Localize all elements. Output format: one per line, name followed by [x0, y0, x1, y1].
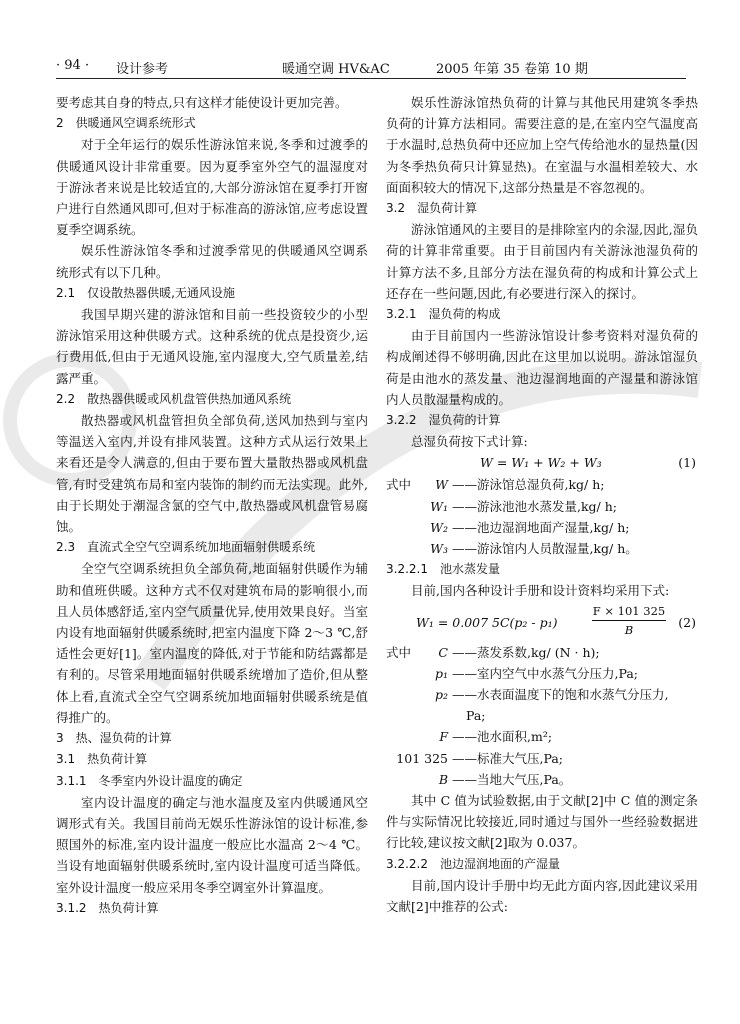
subsubsection-heading: 3.1.2 热负荷计算	[56, 900, 159, 915]
variable-definition	[386, 663, 698, 684]
subsubsection-heading: 3.2.2.2 池边湿润地面的产湿量	[386, 856, 560, 871]
fraction-numerator: F × 101 325	[592, 602, 666, 621]
paragraph: 全空气空调系统担负全部负荷,地面辐射供暖作为辅助和值班供暖。这种方式不仅对建筑布局的影响很小,而且人员体感舒适,室内空气质量优异,使用效果良好。当室内设有地面辐射供暖系统时,把室内温度下降 2～3 ℃,舒适性会更好[1]。室内温度的降低,对于节能和防结露都是有利的。尽管采用地面辐射供暖系统增加了造价,但从整体上看,直流式全空气空调系统加地面辐射供暖系统是值得推广的。	[56, 561, 368, 725]
variable-text: Pa;	[466, 708, 486, 724]
variable-definition	[386, 726, 698, 747]
paragraph: 娱乐性游泳馆热负荷的计算与其他民用建筑冬季热负荷的计算方法相同。需要注意的是,在室内空气温度高于水温时,总热负荷中还应加上空气传给池水的显热量(因为冬季热负荷只计算显热)。在室温与水温相差较大、水面面积较大的情况下,这部分热量是不容忽视的。	[386, 95, 698, 195]
paragraph: 室内设计温度的确定与池水温度及室内供暖通风空调形式有关。我国目前尚无娱乐性游泳馆的设计标准,参照国外的标准,室内设计温度一般应比水温高 2～4 ℃。当设有地面辐射供暖系统时,室内设计温度可适当降低。室外设计温度一般应采用冬季空调室外计算温度。	[56, 794, 368, 895]
variable-text: ——游泳馆总湿负荷,kg/ h;	[452, 477, 605, 493]
section-name: 设计参考	[116, 62, 169, 77]
variable-text: ——标准大气压,Pa;	[452, 750, 563, 766]
right-column	[386, 92, 698, 917]
subsection-heading: 2.3 直流式全空气空调系统加地面辐射供暖系统	[56, 540, 316, 555]
variable-symbol: W₁	[430, 498, 448, 514]
where-label: 式中	[386, 477, 412, 493]
paragraph: 目前,国内各种设计手册和设计资料均采用下式:	[411, 583, 670, 599]
variable-symbol: W	[435, 477, 448, 493]
page-number: · 94 ·	[56, 58, 90, 73]
subsubsection-heading: 3.1.1 冬季室内外设计温度的确定	[56, 773, 243, 788]
variable-text: ——蒸发系数,kg/ (N · h);	[452, 644, 600, 660]
left-column	[56, 92, 368, 919]
issue-info: 2005 年第 35 卷第 10 期	[436, 62, 588, 77]
variable-definition-continued	[386, 705, 698, 726]
variable-symbol: C	[438, 644, 448, 660]
variable-text: ——游泳池池水蒸发量,kg/ h;	[452, 498, 617, 514]
variable-symbol: W₃	[430, 541, 448, 557]
variable-text: ——当地大气压,Pa。	[452, 771, 572, 787]
variable-symbol: W₂	[430, 519, 448, 535]
variable-symbol: B	[438, 771, 448, 787]
subsection-heading: 3.2 湿负荷计算	[386, 201, 478, 216]
equation-1	[386, 452, 698, 474]
variable-text: ——池水面积,m²;	[452, 729, 553, 745]
paragraph: 我国早期兴建的游泳馆和目前一些投资较少的小型游泳馆采用这种供暖方式。这种系统的优点是投资少,运行费用低,但由于无通风设施,室内湿度大,空气质量差,结露严重。	[56, 307, 368, 386]
paragraph: 娱乐性游泳馆冬季和过渡季常见的供暖通风空调系统形式有以下几种。	[56, 243, 368, 280]
variable-definition	[386, 748, 698, 769]
subsection-heading: 3.1 热负荷计算	[56, 752, 148, 767]
subsection-heading: 2.1 仅设散热器供暖,无通风设施	[56, 285, 235, 300]
variable-text: ——室内空气中水蒸气分压力,Pa;	[452, 665, 638, 681]
running-header	[56, 56, 686, 79]
equation-body: W₁ = 0.007 5C(p₂ - p₁)	[416, 614, 558, 630]
subsubsection-heading: 3.2.1 湿负荷的构成	[386, 307, 501, 322]
equation-fraction	[592, 602, 666, 639]
variable-symbol: p₂	[434, 686, 448, 702]
variable-symbol: F	[439, 729, 448, 745]
variable-symbol: p₁	[434, 665, 448, 681]
paragraph: 对于全年运行的娱乐性游泳馆来说,冬季和过渡季的供暖通风设计非常重要。因为夏季室外空气的温湿度对于游泳者来说是比较适宜的,大部分游泳馆在夏季打开窗户进行自然通风即可,但对于标准高的游泳馆,应考虑设置夏季空调系统。	[56, 137, 368, 238]
equation-2	[386, 602, 698, 642]
variable-definition	[386, 684, 698, 705]
paragraph: 散热器或风机盘管担负全部负荷,送风加热到与室内等温送入室内,并设有排风装置。这种方式从运行效果上来看还是令人满意的,但由于要布置大量散热器或风机盘管,有时受建筑布局和室内装饰的制约而无法实现。此外,由于长期处于潮湿含氯的空气中,散热器或风机盘管易腐蚀。	[56, 413, 368, 535]
variable-definition	[386, 538, 698, 559]
variable-definition	[386, 769, 698, 790]
variable-text: ——池边湿润地面产湿量,kg/ h;	[452, 519, 630, 535]
variable-text: ——游泳馆内人员散湿量,kg/ h。	[452, 541, 638, 557]
paragraph: 总湿负荷按下式计算:	[411, 434, 528, 450]
paragraph: 要考虑其自身的特点,只有这样才能使设计更加完善。	[56, 95, 348, 110]
section-heading: 3 热、湿负荷的计算	[56, 731, 172, 746]
variable-definition	[386, 642, 698, 663]
variable-text: ——水表面温度下的饱和水蒸气分压力,	[452, 686, 669, 702]
journal-name: 暖通空调 HV&AC	[282, 62, 390, 77]
variable-symbol: 101 325	[396, 750, 448, 766]
section-heading: 2 供暖通风空调系统形式	[56, 116, 196, 131]
subsubsection-heading: 3.2.2.1 池水蒸发量	[386, 562, 500, 577]
paragraph: 目前,国内设计手册中均无此方面内容,因此建议采用文献[2]中推荐的公式:	[386, 877, 698, 914]
equation-body: W = W₁ + W₂ + W₃	[480, 455, 602, 471]
where-label: 式中	[386, 644, 412, 660]
fraction-denominator: B	[624, 622, 634, 637]
equation-number: (1)	[678, 455, 696, 471]
variable-definition	[386, 474, 698, 495]
equation-number: (2)	[678, 614, 696, 630]
variable-definition	[386, 496, 698, 517]
paragraph: 游泳馆通风的主要目的是排除室内的余湿,因此,湿负荷的计算非常重要。由于目前国内有关游泳池湿负荷的计算方法不多,且部分方法在湿负荷的构成和计算公式上还存在一些问题,因此,有必要进行深入的探讨。	[386, 222, 698, 301]
paragraph: 其中 C 值为试验数据,由于文献[2]中 C 值的测定条件与实际情况比较接近,同时通过与国外一些经验数据进行比较,建议按文献[2]取为 0.037。	[386, 792, 698, 851]
subsection-heading: 2.2 散热器供暖或风机盘管供热加通风系统	[56, 391, 292, 406]
subsubsection-heading: 3.2.2 湿负荷的计算	[386, 413, 501, 428]
paragraph: 由于目前国内一些游泳馆设计参考资料对湿负荷的构成阐述得不够明确,因此在这里加以说明。游泳馆湿负荷是由池水的蒸发量、池边湿润地面的产湿量和游泳馆内人员散湿量构成的。	[386, 328, 698, 407]
variable-definition	[386, 517, 698, 538]
